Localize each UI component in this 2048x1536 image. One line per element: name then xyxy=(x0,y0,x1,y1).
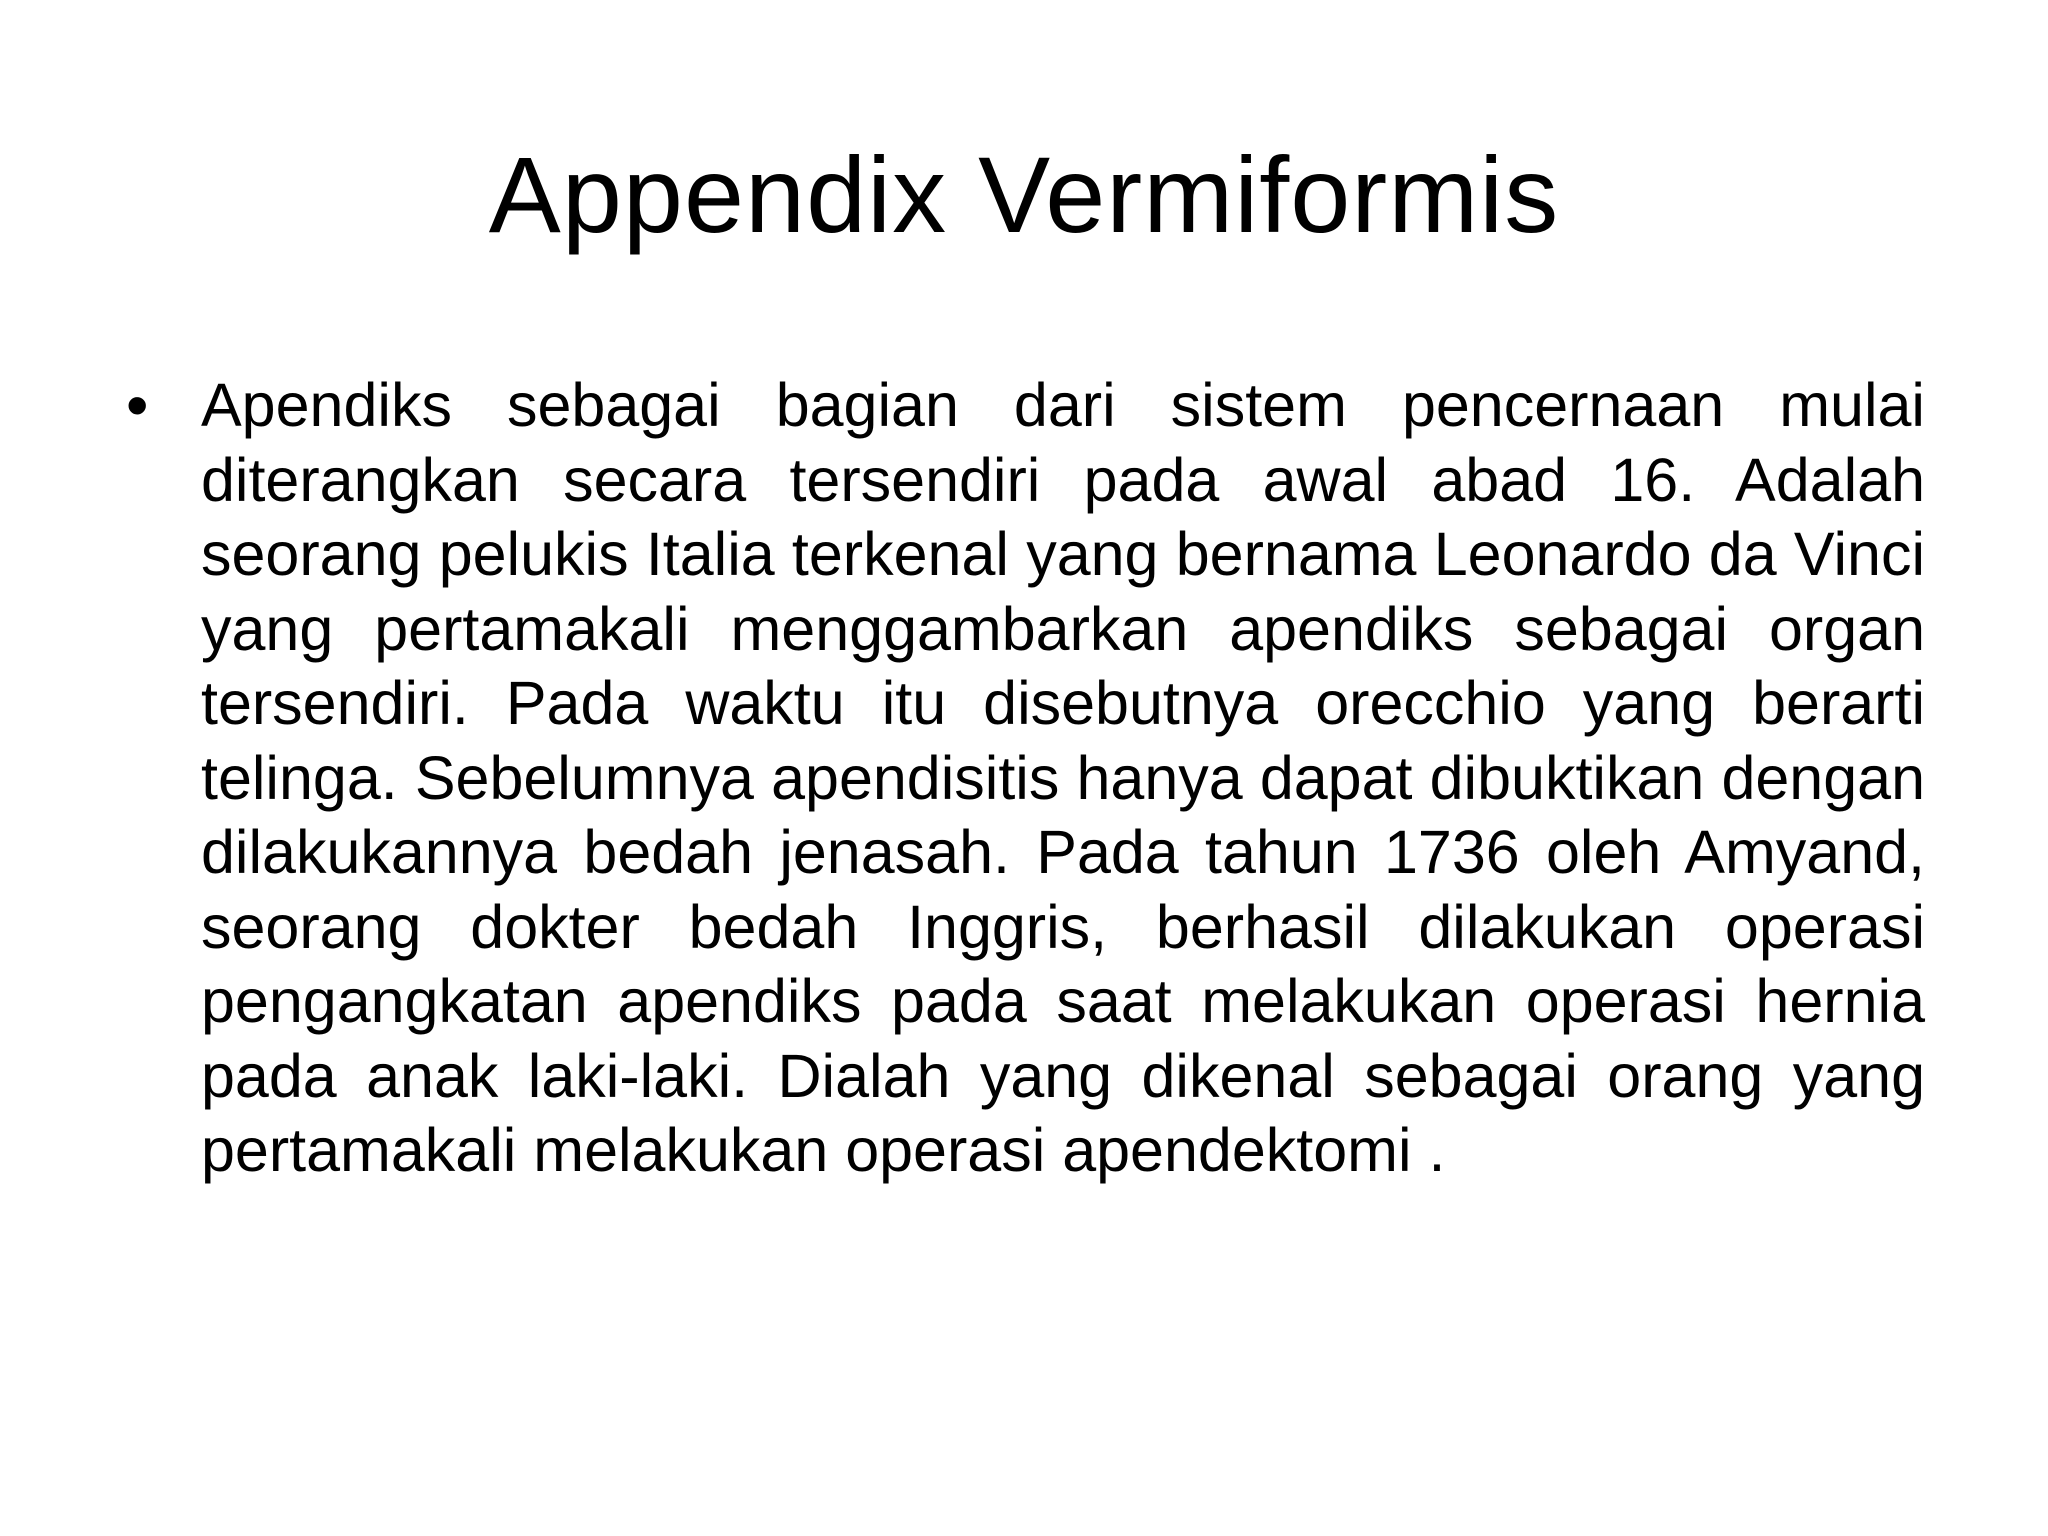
bullet-item xyxy=(0,368,2048,1188)
bullet-marker: • xyxy=(126,369,149,441)
bullet-list xyxy=(0,368,2048,1188)
bullet-text: Apendiks sebagai bagian dari sistem pencernaan mulai diterangkan secara tersendiri pada awal abad 16. Adalah seorang pelukis Italia terkenal yang bernama Leonardo da Vinci yang pertamakali menggambarkan apendiks sebagai organ tersendiri. Pada waktu itu disebutnya orecchio yang berarti telinga. Sebelumnya apendisitis hanya dapat dibuktikan dengan dilakukannya bedah jenasah. Pada tahun 1736 oleh Amyand, seorang dokter bedah Inggris, berhasil dilakukan operasi pengangkatan apendiks pada saat melakukan operasi hernia pada anak laki-laki. Dialah yang dikenal sebagai orang yang pertamakali melakukan operasi apendektomi . xyxy=(201,371,1925,1184)
slide-title: Appendix Vermiformis xyxy=(488,134,1560,255)
